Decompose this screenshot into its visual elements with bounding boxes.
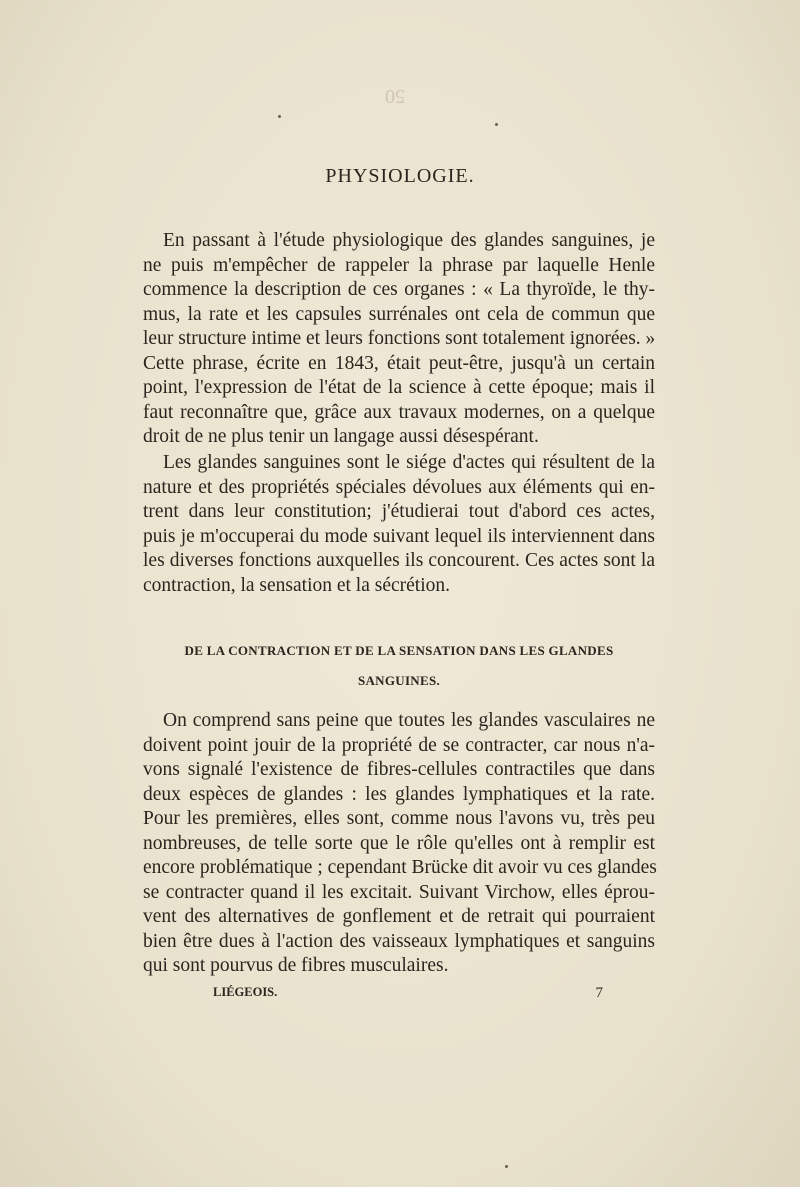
text-line: commence la description de ces organes : « La thyroïde, le thy- [143,279,655,300]
text-line: En passant à l'étude physiologique des glandes sanguines, je [163,230,655,251]
text-line: point, l'expression de l'état de la science à cette époque; mais il [143,377,655,398]
section-heading-line-2: SANGUINES. [357,673,441,688]
text-line: vons signalé l'existence de fibres-cellules contractiles que dans [143,759,655,780]
text-line: mus, la rate et les capsules surrénales ont cela de commun que [143,303,655,325]
text-line: puis je m'occuperai du mode suivant lequel ils interviennent dans [143,525,655,547]
text-line: contraction, la sensation et la sécrétion. [143,574,451,596]
text-line: On comprend sans peine que toutes les glandes vasculaires ne [163,710,655,731]
section-heading [143,636,655,696]
text-line: Les glandes sanguines sont le siége d'actes qui résultent de la [163,452,655,473]
paper-speck [505,1165,508,1168]
text-line: Cette phrase, écrite en 1843, était peut-être, jusqu'à un certain [143,352,655,374]
text-line: nombreuses, de telle sorte que le rôle qu'elles ont à remplir est [143,832,655,854]
paragraph-3 [143,709,655,979]
text-line: faut reconnaître que, grâce aux travaux modernes, on a quelque [143,401,655,423]
text-line: droit de ne plus tenir un langage aussi désespérant. [143,426,539,447]
paragraph-1 [143,229,655,450]
faint-page-number: 50 [385,85,405,107]
text-line: vent des alternatives de gonflement et de retrait qui pourraient [143,906,655,927]
text-line: bien être dues à l'action des vaisseaux lymphatiques et sanguins [143,930,655,952]
page-footer [213,985,603,1000]
text-line: doivent point jouir de la propriété de se contracter, car nous n'a- [143,734,655,756]
section-heading-line-1: DE LA CONTRACTION ET DE LA SENSATION DANS LES GLANDES [184,643,614,658]
text-line: Pour les premières, elles sont, comme nous l'avons vu, très peu [143,808,655,829]
paper-speck [495,123,498,126]
text-line: nature et des propriétés spéciales dévolues aux éléments qui en- [143,476,655,498]
text-line: se contracter quand il les excitait. Suivant Virchow, elles éprou- [143,881,655,903]
paragraph-2 [143,451,655,598]
text-line: qui sont pourvus de fibres musculaires. [143,955,449,976]
text-line: ne puis m'empêcher de rappeler la phrase par laquelle Henle [143,254,655,276]
page-title: PHYSIOLOGIE. [325,165,475,187]
author-signature: LIÉGEOIS. [213,985,278,999]
text-line: deux espèces de glandes : les glandes lymphatiques et la rate. [143,783,655,805]
paper-speck [278,115,281,118]
sheet-number: 7 [595,985,603,1001]
text-line: leur structure intime et leurs fonctions sont totalement ignorées. » [143,328,656,349]
text-line: encore problématique ; cependant Brücke dit avoir vu ces glandes [143,857,657,878]
text-line: trent dans leur constitution; j'étudierai tout d'abord ces actes, [143,501,655,522]
text-line: les diverses fonctions auxquelles ils concourent. Ces actes sont la [143,550,655,571]
